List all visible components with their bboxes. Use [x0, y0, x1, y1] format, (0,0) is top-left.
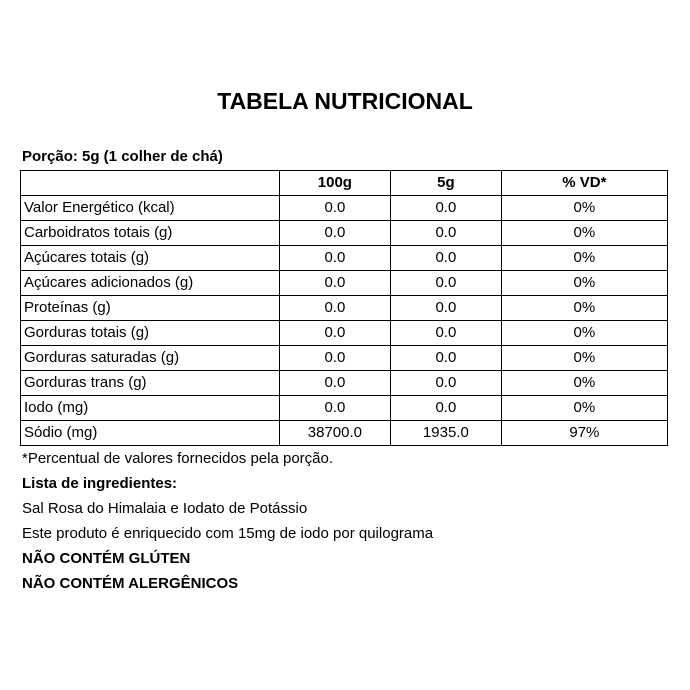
value-100g: 0.0	[279, 221, 390, 246]
header-100g: 100g	[279, 171, 390, 196]
enrichment-text: Este produto é enriquecido com 15mg de iodo por quilograma	[22, 525, 434, 542]
value-5g: 0.0	[390, 296, 501, 321]
table-row	[21, 246, 668, 271]
table-row	[21, 346, 668, 371]
table-row	[21, 196, 668, 221]
table-row	[21, 271, 668, 296]
value-5g: 0.0	[390, 221, 501, 246]
row-label: Sódio (mg)	[21, 421, 280, 446]
value-100g: 0.0	[279, 196, 390, 221]
value-5g: 0.0	[390, 321, 501, 346]
gluten-warning: NÃO CONTÉM GLÚTEN	[22, 550, 191, 567]
value-vd: 0%	[501, 246, 667, 271]
table-row	[21, 396, 668, 421]
value-100g: 0.0	[279, 321, 390, 346]
value-vd: 0%	[501, 296, 667, 321]
nutrition-table	[20, 170, 668, 446]
row-label: Proteínas (g)	[21, 296, 280, 321]
footer	[22, 446, 433, 596]
value-vd: 97%	[501, 421, 667, 446]
value-vd: 0%	[501, 271, 667, 296]
table-header-row	[21, 171, 668, 196]
value-100g: 0.0	[279, 346, 390, 371]
row-label: Açúcares adicionados (g)	[21, 271, 280, 296]
table-row	[21, 221, 668, 246]
row-label: Gorduras saturadas (g)	[21, 346, 280, 371]
ingredients-title: Lista de ingredientes:	[22, 475, 178, 492]
footnote: *Percentual de valores fornecidos pela porção.	[22, 450, 334, 467]
ingredients-text: Sal Rosa do Himalaia e Iodato de Potássio	[22, 500, 308, 517]
value-100g: 0.0	[279, 296, 390, 321]
value-5g: 1935.0	[390, 421, 501, 446]
row-label: Iodo (mg)	[21, 396, 280, 421]
value-100g: 0.0	[279, 246, 390, 271]
value-100g: 0.0	[279, 396, 390, 421]
value-100g: 38700.0	[279, 421, 390, 446]
table-row	[21, 421, 668, 446]
row-label: Gorduras totais (g)	[21, 321, 280, 346]
value-vd: 0%	[501, 371, 667, 396]
table-row	[21, 371, 668, 396]
row-label: Gorduras trans (g)	[21, 371, 280, 396]
header-label	[21, 171, 280, 196]
value-5g: 0.0	[390, 271, 501, 296]
value-5g: 0.0	[390, 346, 501, 371]
header-5g: 5g	[390, 171, 501, 196]
row-label: Açúcares totais (g)	[21, 246, 280, 271]
header-vd: % VD*	[501, 171, 667, 196]
value-vd: 0%	[501, 346, 667, 371]
value-vd: 0%	[501, 321, 667, 346]
allergen-warning: NÃO CONTÉM ALERGÊNICOS	[22, 575, 239, 592]
value-100g: 0.0	[279, 271, 390, 296]
table-row	[21, 321, 668, 346]
row-label: Carboidratos totais (g)	[21, 221, 280, 246]
page-title: TABELA NUTRICIONAL	[217, 88, 473, 114]
value-5g: 0.0	[390, 246, 501, 271]
value-vd: 0%	[501, 221, 667, 246]
row-label: Valor Energético (kcal)	[21, 196, 280, 221]
value-vd: 0%	[501, 396, 667, 421]
value-vd: 0%	[501, 196, 667, 221]
value-5g: 0.0	[390, 396, 501, 421]
value-100g: 0.0	[279, 371, 390, 396]
table-row	[21, 296, 668, 321]
value-5g: 0.0	[390, 196, 501, 221]
value-5g: 0.0	[390, 371, 501, 396]
portion-size: Porção: 5g (1 colher de chá)	[22, 148, 223, 165]
